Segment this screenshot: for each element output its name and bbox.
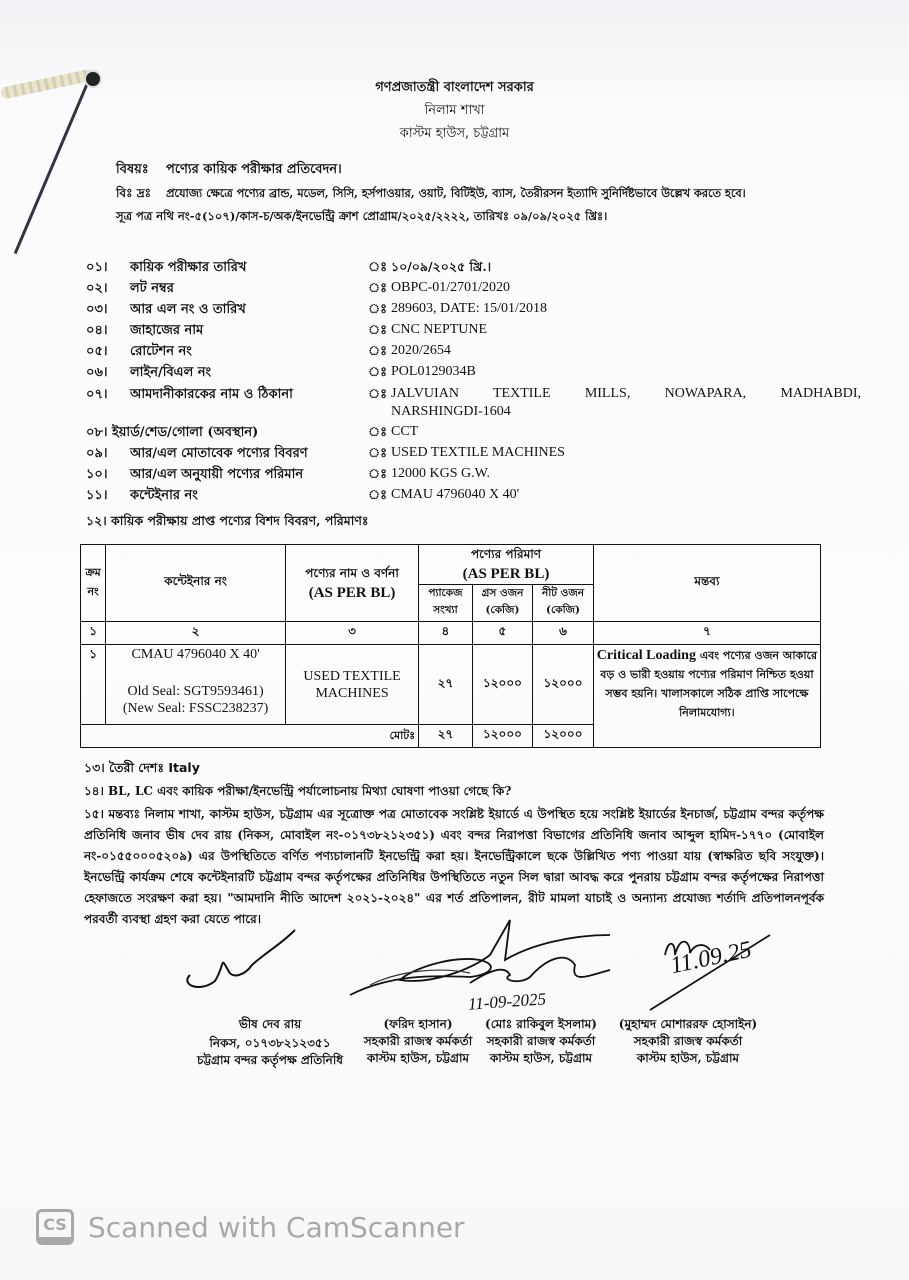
cell-remarks-en: Critical Loading: [596, 648, 696, 663]
goods-table: [80, 544, 821, 748]
field-label: আমদানীকারকের নাম ও ঠিকানা: [130, 387, 293, 402]
header-quantity-as-per-bl: (AS PER BL): [462, 566, 550, 582]
field-row: [86, 363, 866, 383]
header-gross-weight: গ্রস ওজন (কেজি): [472, 585, 533, 622]
signatory-name: ভীষ দেব রায়: [238, 1017, 302, 1031]
vessel-name-value: CNC NEPTUNE: [391, 322, 488, 337]
cell-gross-weight: ১২০০০: [472, 645, 533, 725]
camscanner-logo-icon: CS: [36, 1209, 74, 1245]
signatory-3: [476, 1016, 606, 1067]
header-serial: ক্রম নং: [81, 545, 106, 622]
signatory-line3: কাস্টম হাউস, চট্টগ্রাম: [636, 1051, 740, 1065]
field-row: [86, 385, 866, 425]
signatory-line3: কাস্টম হাউস, চট্টগ্রাম: [366, 1051, 470, 1065]
note-label: বিঃ দ্রঃ: [116, 186, 152, 200]
field-number: ১১।: [86, 488, 108, 503]
header-goods-name: [285, 545, 418, 622]
field-colon: ঃ: [368, 365, 388, 380]
signature-3-handwritten-date: 11-09-2025: [467, 989, 547, 1014]
item-15-text: নিলাম শাখা, কাস্টম হাউস, চট্টগ্রাম এর সূত্রোক্ত পত্র মোতাবেক সংশ্লিষ্ট ইয়ার্ডে এ উপস্থিত হয়ে সংশ্লিষ্ট ইয়ার্ডের ইনচার্জ, চট্টগ্রাম বন্দর কর্তৃপক্ষ প্রতিনিধি জনাব ভীষ দেব রায় (নিকস, মোবাইল নং-০১৭৩৮২১২৩৫১) এবং বন্দর নিরাপত্তা বিভাগের প্রতিনিধি জনাব আব্দুল হামিদ-১৭৭০ (মোবাইল নং-০১৫৫০০০৫২০৯) এর উপস্থিতিতে বর্ণিত পণ্যচালানটি ইনভেন্ট্রি করা হয়। ইনভেন্ট্রিকালে ছকে উল্লিখিত পণ্য পাওয়া যায় (স্বাক্ষরিত ছবি সংযুক্ত)। ইনভেন্ট্রি কার্যক্রম শেষে কন্টেইনারটি চট্টগ্রাম বন্দর কর্তৃপক্ষের প্রতিনিধির উপস্থিতিতে নতুন সিল দ্বারা আবদ্ধ করে পুনরায় চট্টগ্রাম বন্দর কর্তৃপক্ষের নিরাপত্তা হেফাজতে সংরক্ষণ করা হয়। "আমদানি নীতি আদেশ ২০২১-২০২৪" এর শর্ত প্রতিপালন, রীট মামলা যাচাই ও অন্যান্য প্রযোজ্য শর্তাদি প্রতিপালনপূর্বক পরবর্তী ব্যবস্থা গ্রহণ করা যেতে পারে।: [84, 807, 824, 926]
signatory-line3: কাস্টম হাউস, চট্টগ্রাম: [489, 1051, 593, 1065]
rl-number-value: 289603, DATE: 15/01/2018: [391, 301, 547, 316]
header-quantity-group: [419, 545, 594, 585]
container-number-value: CMAU 4796040 X 40': [391, 487, 520, 502]
header-government: গণপ্রজাতন্ত্রী বাংলাদেশ সরকার: [375, 80, 534, 95]
table-row: [81, 645, 821, 725]
field-number: ০৩।: [86, 302, 108, 317]
field-colon: ঃ: [368, 446, 388, 461]
field-number: ০২।: [86, 281, 108, 296]
header-section: নিলাম শাখা: [424, 103, 485, 118]
cell-remarks-bn: এবং পণ্যের ওজন আকারে বড় ও ভারী হওয়ায় পণ্যের পরিমাণ নিশ্চিত হওয়া সম্ভব হয়নি। খালাসকালে সঠিক প্রাপ্তি সাপেক্ষে নিলামযোগ্য।: [600, 649, 817, 719]
header-office: কাস্টম হাউস, চট্টগ্রাম: [399, 126, 510, 141]
cell-net-weight: ১২০০০: [533, 645, 594, 725]
signature-2-stroke: [350, 920, 610, 995]
field-colon: ঃ: [368, 387, 388, 402]
header-package-count: প্যাকেজ সংখ্যা: [419, 585, 473, 622]
field-colon: ঃ: [368, 302, 388, 317]
item-12-heading: ১২। কায়িক পরীক্ষায় প্রাপ্ত পণ্যের বিশদ বিবরণ, পরিমাণঃ: [86, 513, 369, 528]
item-13-label: ১৩। তৈরী দেশঃ: [84, 760, 164, 775]
header-goods-name-label: পণ্যের নাম ও বর্ণনা: [305, 565, 399, 580]
total-gross-weight: ১২০০০: [472, 725, 533, 748]
field-label: ইয়ার্ড/শেড/গোলা (অবস্থান): [112, 425, 259, 440]
field-number: ০৬।: [86, 365, 108, 380]
signature-1-stroke: [187, 930, 295, 987]
cell-remarks: [593, 645, 820, 748]
signatory-line2: সহকারী রাজস্ব কর্মকর্তা: [633, 1034, 743, 1048]
field-row: [86, 423, 866, 443]
field-number: ০১।: [86, 260, 108, 275]
signatory-1: [180, 1016, 360, 1069]
signatory-name: (মোঃ রাকিবুল ইসলাম): [485, 1017, 597, 1031]
column-number: ৭: [593, 622, 820, 645]
field-row: [86, 444, 866, 464]
signatory-line2: নিকস, ০১৭৩৮২১২৩৫১: [209, 1036, 331, 1050]
camscanner-watermark: [36, 1207, 465, 1247]
header-net-weight: নীট ওজন (কেজি): [533, 585, 594, 622]
column-number: ৪: [419, 622, 473, 645]
column-number: ৫: [472, 622, 533, 645]
field-label: লাইন/বিএল নং: [130, 365, 212, 380]
line-bl-number-value: POL0129034B: [391, 364, 476, 379]
field-colon: ঃ: [368, 323, 388, 338]
field-colon: ঃ: [368, 425, 388, 440]
cell-goods: USED TEXTILE MACHINES: [285, 645, 418, 725]
subject-text: পণ্যের কায়িক পরীক্ষার প্রতিবেদন।: [166, 162, 342, 177]
signatory-4: [608, 1016, 768, 1067]
column-number: ৬: [533, 622, 594, 645]
field-number: ১০।: [86, 467, 108, 482]
field-label: কন্টেইনার নং: [130, 488, 198, 503]
field-label: রোটেশন নং: [130, 344, 192, 359]
field-label: আর/এল মোতাবেক পণ্যের বিবরণ: [130, 446, 308, 461]
signature-4-handwritten-date: 11.09.25: [668, 936, 754, 980]
goods-description-value: USED TEXTILE MACHINES: [391, 445, 565, 460]
item-15-label: ১৫। মন্তব্যঃ: [84, 807, 140, 821]
table-header-row: [81, 545, 821, 585]
header-container: কন্টেইনার নং: [106, 545, 286, 622]
importer-address-value: JALVUIAN TEXTILE MILLS, NOWAPARA, MADHABDI,: [391, 386, 861, 401]
column-number: ১: [81, 622, 106, 645]
field-row: [86, 342, 866, 362]
field-number: ০৯।: [86, 446, 108, 461]
field-colon: ঃ: [368, 488, 388, 503]
header-remarks: মন্তব্য: [593, 545, 820, 622]
column-number: ২: [106, 622, 286, 645]
field-row: [86, 279, 866, 299]
field-label: লট নম্বর: [130, 281, 174, 296]
subject-label: বিষয়ঃ: [116, 162, 149, 177]
field-row: [86, 321, 866, 341]
item-13: [84, 760, 200, 780]
header-goods-as-per-bl: (AS PER BL): [308, 584, 396, 601]
item-15-remarks: [84, 804, 824, 930]
field-colon: ঃ: [368, 260, 388, 275]
signature-3-stroke: [470, 958, 610, 983]
field-number: ০৭।: [86, 387, 108, 402]
column-number-row: [81, 622, 821, 645]
note-text: প্রযোজ্য ক্ষেত্রে পণ্যের ব্রান্ড, মডেল, সিসি, হর্সপাওয়ার, ওয়াট, বিটিইউ, ব্যাস, তৈরীরসন ইত্যাদি সুনির্দিষ্টভাবে উল্লেখ করতে হবে।: [166, 186, 746, 200]
field-row: [86, 465, 866, 485]
field-colon: ঃ: [368, 281, 388, 296]
field-label: কায়িক পরীক্ষার তারিখ: [130, 260, 247, 275]
cell-container-number: CMAU 4796040 X 40': [131, 647, 260, 662]
yard-location-value: CCT: [391, 424, 419, 439]
cell-old-seal: Old Seal: SGT9593461): [127, 684, 264, 699]
lot-number-value: OBPC-01/2701/2020: [391, 280, 511, 295]
total-net-weight: ১২০০০: [533, 725, 594, 748]
camscanner-text: Scanned with CamScanner: [88, 1210, 465, 1244]
header-quantity-label: পণ্যের পরিমাণ: [470, 547, 542, 561]
total-label: মোটঃ: [81, 725, 419, 748]
item-14: ১৪। BL, LC এবং কায়িক পরীক্ষা/ইনভেন্ট্রি পর্যালোচনায় মিথ্যা ঘোষণা পাওয়া গেছে কি?: [84, 784, 512, 798]
reference-text: সূত্র পত্র নথি নং-৫(১০৭)/কাস-চ/অক/ইনভেন্ট্রি ক্রাশ প্রোগ্রাম/২০২৫/২২২২, তারিখঃ ০৯/০৯/২০২৫ খ্রিঃ।: [116, 209, 608, 223]
field-number: ০৪।: [86, 323, 108, 338]
cell-new-seal: (New Seal: FSSC238237): [122, 701, 269, 716]
field-number: ০৮।: [86, 425, 108, 440]
rotation-number-value: 2020/2654: [391, 343, 451, 358]
signatory-name: (মুহাম্মদ মোশাররফ হোসাইন): [618, 1017, 758, 1031]
signatory-2: [348, 1016, 488, 1067]
signatory-name: (ফরিদ হাসান): [383, 1017, 453, 1031]
field-number: ০৫।: [86, 344, 108, 359]
field-row: [86, 300, 866, 320]
inspection-date-value: ১০/০৯/২০২৫ খ্রি.।: [391, 259, 492, 274]
cell-packages: ২৭: [419, 645, 473, 725]
field-row: [86, 258, 866, 278]
field-row: [86, 486, 866, 506]
field-label: আর এল নং ও তারিখ: [130, 302, 246, 317]
country-of-origin-value: Italy: [168, 760, 200, 775]
signatory-line2: সহকারী রাজস্ব কর্মকর্তা: [486, 1034, 596, 1048]
importer-address-value-line2: NARSHINGDI-1604: [391, 404, 511, 419]
column-number: ৩: [285, 622, 418, 645]
field-label: আর/এল অনুযায়ী পণ্যের পরিমান: [130, 467, 304, 482]
signatory-line2: সহকারী রাজস্ব কর্মকর্তা: [363, 1034, 473, 1048]
signatory-line3: চট্টগ্রাম বন্দর কর্তৃপক্ষ প্রতিনিধি: [196, 1053, 344, 1067]
field-colon: ঃ: [368, 344, 388, 359]
total-packages: ২৭: [419, 725, 473, 748]
cell-serial: ১: [81, 645, 106, 725]
field-colon: ঃ: [368, 467, 388, 482]
goods-quantity-value: 12000 KGS G.W.: [391, 466, 491, 481]
field-label: জাহাজের নাম: [130, 323, 204, 338]
cell-container: [106, 645, 286, 725]
